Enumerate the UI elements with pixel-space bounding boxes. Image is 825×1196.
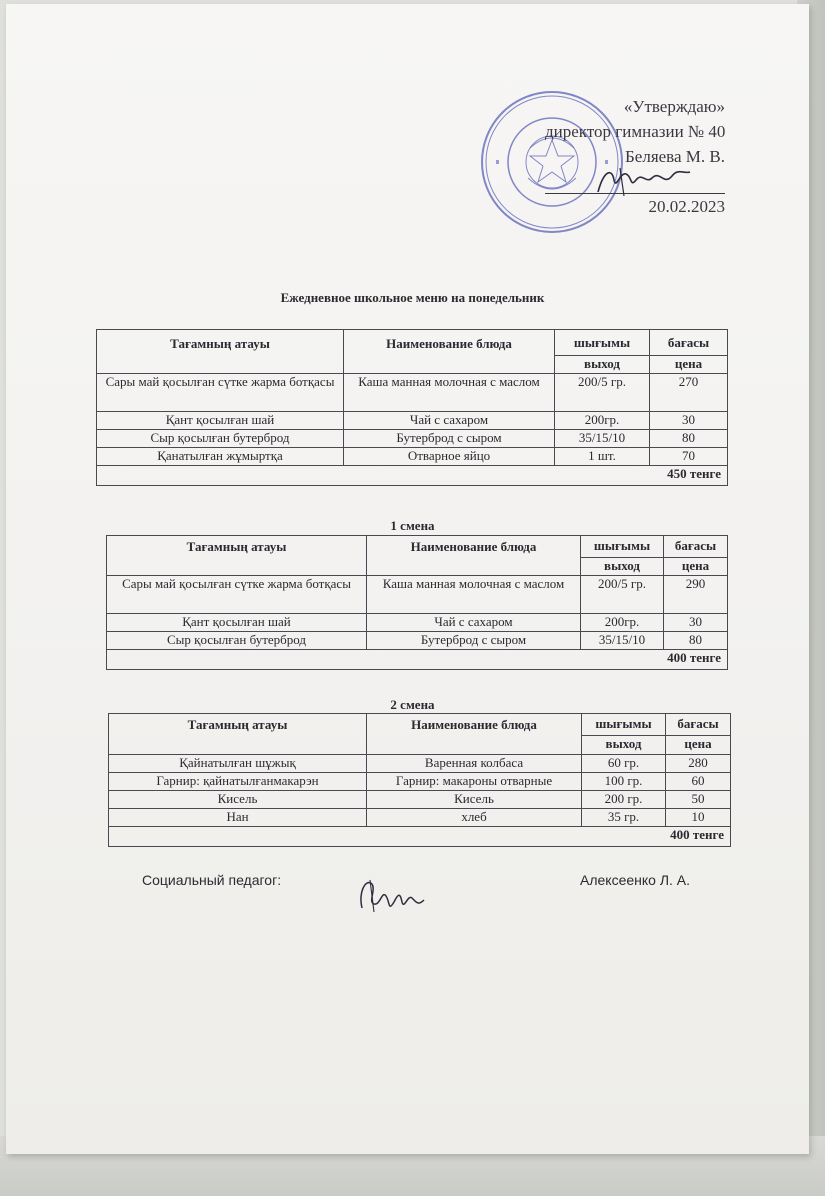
dish-name-ru: Отварное яйцо bbox=[344, 448, 555, 466]
dish-name-ru: Кисель bbox=[367, 791, 582, 809]
table-row bbox=[107, 576, 728, 614]
dish-name-kz: Гарнир: қайнатылғанмакарэн bbox=[109, 773, 367, 791]
dish-name-kz: Қанатылған жұмыртқа bbox=[97, 448, 344, 466]
social-pedagogue-name: Алексеенко Л. А. bbox=[580, 872, 691, 888]
total-price: 450 тенге bbox=[97, 466, 728, 486]
approval-name: Беляева М. В. bbox=[625, 147, 725, 166]
dish-price: 70 bbox=[650, 448, 728, 466]
header-price-kz: бағасы bbox=[664, 536, 728, 558]
table-row bbox=[97, 374, 728, 412]
table-row bbox=[109, 755, 731, 773]
table-row bbox=[109, 809, 731, 827]
dish-price: 290 bbox=[664, 576, 728, 614]
table-row bbox=[97, 448, 728, 466]
dish-name-kz: Қант қосылған шай bbox=[97, 412, 344, 430]
header-name-ru: Наименование блюда bbox=[344, 330, 555, 374]
dish-name-kz: Қант қосылған шай bbox=[107, 614, 367, 632]
table-row bbox=[107, 614, 728, 632]
dish-price: 270 bbox=[650, 374, 728, 412]
pedagogue-signature-icon bbox=[352, 872, 432, 918]
header-price-kz: бағасы bbox=[650, 330, 728, 356]
header-output-ru: выход bbox=[581, 558, 664, 576]
total-price: 400 тенге bbox=[107, 650, 728, 670]
dish-price: 30 bbox=[650, 412, 728, 430]
dish-output: 1 шт. bbox=[555, 448, 650, 466]
dish-output: 200гр. bbox=[555, 412, 650, 430]
shift-1-title: 1 смена bbox=[390, 518, 435, 533]
header-output-kz: шығымы bbox=[581, 536, 664, 558]
dish-name-kz: Сары май қосылған сүтке жарма ботқасы bbox=[97, 374, 344, 412]
header-output-ru: выход bbox=[555, 356, 650, 374]
dish-output: 35/15/10 bbox=[581, 632, 664, 650]
dish-name-ru: Каша манная молочная с маслом bbox=[344, 374, 555, 412]
social-pedagogue-label: Социальный педагог: bbox=[142, 872, 282, 888]
header-price-ru: цена bbox=[664, 558, 728, 576]
dish-name-ru: Чай с сахаром bbox=[344, 412, 555, 430]
header-name-kz: Тағамның атауы bbox=[107, 536, 367, 576]
dish-price: 80 bbox=[664, 632, 728, 650]
dish-output: 200 гр. bbox=[582, 791, 666, 809]
dish-name-ru: Бутерброд с сыром bbox=[367, 632, 581, 650]
dish-name-ru: Каша манная молочная с маслом bbox=[367, 576, 581, 614]
dish-name-ru: Варенная колбаса bbox=[367, 755, 582, 773]
menu-table-shift-2 bbox=[108, 713, 731, 847]
dish-price: 280 bbox=[666, 755, 731, 773]
table-row bbox=[109, 791, 731, 809]
header-output-ru: выход bbox=[582, 736, 666, 755]
menu-table-main bbox=[96, 329, 728, 486]
approval-date: 20.02.2023 bbox=[648, 197, 725, 216]
dish-output: 35/15/10 bbox=[555, 430, 650, 448]
table-row bbox=[109, 773, 731, 791]
dish-price: 10 bbox=[666, 809, 731, 827]
dish-price: 30 bbox=[664, 614, 728, 632]
header-price-ru: цена bbox=[650, 356, 728, 374]
dish-price: 60 bbox=[666, 773, 731, 791]
dish-name-kz: Сыр қосылған бутерброд bbox=[107, 632, 367, 650]
document-title: Ежедневное школьное меню на понедельник bbox=[280, 290, 545, 305]
dish-price: 50 bbox=[666, 791, 731, 809]
dish-name-ru: Гарнир: макароны отварные bbox=[367, 773, 582, 791]
dish-name-kz: Кисель bbox=[109, 791, 367, 809]
header-output-kz: шығымы bbox=[555, 330, 650, 356]
director-signature-icon bbox=[590, 162, 700, 202]
header-price-ru: цена bbox=[666, 736, 731, 755]
header-name-kz: Тағамның атауы bbox=[109, 714, 367, 755]
dish-name-kz: Қайнатылған шұжық bbox=[109, 755, 367, 773]
dish-name-kz: Сыр қосылған бутерброд bbox=[97, 430, 344, 448]
table-row bbox=[97, 412, 728, 430]
header-name-ru: Наименование блюда bbox=[367, 714, 582, 755]
total-price: 400 тенге bbox=[109, 827, 731, 847]
dish-name-ru: хлеб bbox=[367, 809, 582, 827]
menu-table-shift-1 bbox=[106, 535, 728, 670]
approval-position: директор гимназии № 40 bbox=[545, 122, 726, 141]
dish-output: 35 гр. bbox=[582, 809, 666, 827]
dish-output: 200/5 гр. bbox=[581, 576, 664, 614]
header-output-kz: шығымы bbox=[582, 714, 666, 736]
dish-output: 60 гр. bbox=[582, 755, 666, 773]
table-row bbox=[107, 632, 728, 650]
dish-price: 80 bbox=[650, 430, 728, 448]
header-price-kz: бағасы bbox=[666, 714, 731, 736]
header-name-kz: Тағамның атауы bbox=[97, 330, 344, 374]
dish-name-kz: Сары май қосылған сүтке жарма ботқасы bbox=[107, 576, 367, 614]
table-row bbox=[97, 430, 728, 448]
header-name-ru: Наименование блюда bbox=[367, 536, 581, 576]
dish-name-ru: Чай с сахаром bbox=[367, 614, 581, 632]
dish-name-kz: Нан bbox=[109, 809, 367, 827]
approval-heading: «Утверждаю» bbox=[623, 97, 725, 116]
shift-2-title: 2 смена bbox=[390, 697, 435, 712]
dish-output: 100 гр. bbox=[582, 773, 666, 791]
dish-output: 200/5 гр. bbox=[555, 374, 650, 412]
dish-output: 200гр. bbox=[581, 614, 664, 632]
dish-name-ru: Бутерброд с сыром bbox=[344, 430, 555, 448]
